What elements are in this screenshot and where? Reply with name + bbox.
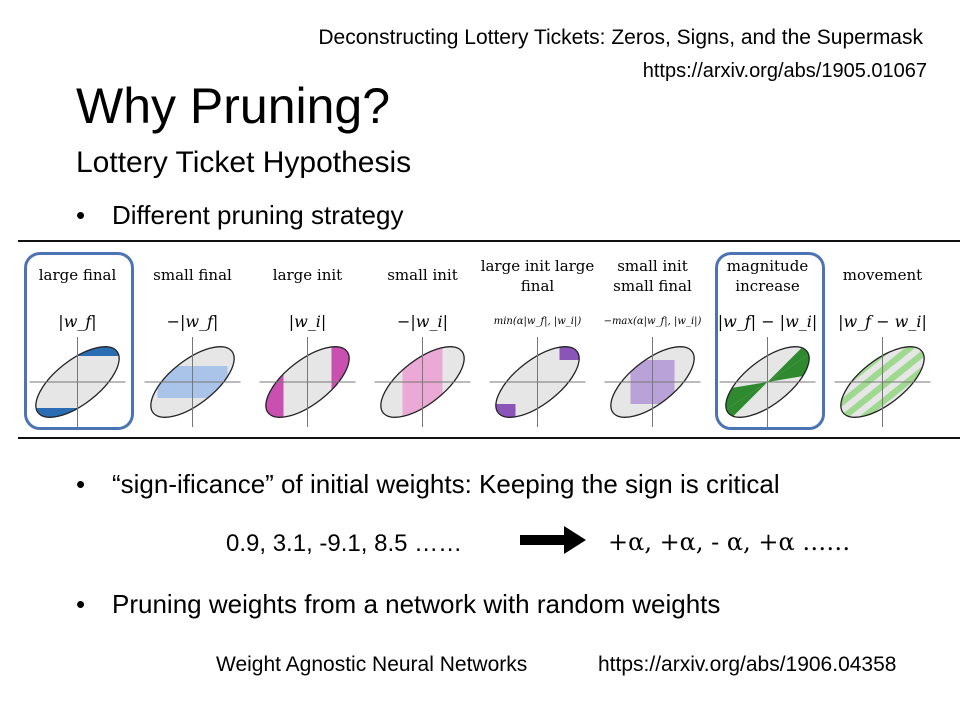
- strategy-label: large init large final: [480, 257, 595, 295]
- ellipse-outline: [600, 334, 706, 430]
- reference-url-top[interactable]: https://arxiv.org/abs/1905.01067: [642, 60, 927, 82]
- highlight-box-magnitude-increase: [715, 252, 825, 430]
- ellipse-plot: [485, 334, 591, 430]
- shaded-region: [813, 342, 923, 422]
- ellipse-plot: [600, 334, 706, 430]
- slide-title: Why Pruning?: [76, 78, 391, 134]
- figure-bottom-rule: [18, 437, 960, 439]
- strategy-formula: |w_i|: [288, 312, 327, 331]
- shaded-region: [158, 366, 228, 398]
- strategy-formula: |w_f − w_i|: [838, 312, 927, 331]
- shaded-region: [254, 337, 284, 427]
- figure-top-rule: [18, 240, 960, 242]
- shaded-region: [853, 342, 960, 422]
- ellipse-outline: [255, 334, 361, 430]
- shaded-region: [403, 342, 443, 422]
- ellipse-outline: [140, 334, 246, 430]
- strategy-formula: −|w_f|: [166, 312, 219, 331]
- slide-subtitle: Lottery Ticket Hypothesis: [76, 146, 412, 179]
- bullet-text: Different pruning strategy: [112, 200, 404, 230]
- strategy-label: movement: [842, 266, 923, 284]
- bullet-dot: •: [76, 469, 86, 499]
- ellipse-plot: [370, 334, 476, 430]
- ellipse-shape: [370, 334, 476, 430]
- shaded-region: [560, 342, 580, 360]
- bullet-dot: •: [76, 200, 86, 230]
- strategy-formula: |w_f| − |w_i|: [717, 312, 818, 331]
- strategy-label: small final: [153, 266, 232, 284]
- reference-url-bottom[interactable]: https://arxiv.org/abs/1906.04358: [598, 653, 897, 676]
- reference-title-bottom: Weight Agnostic Neural Networks: [216, 653, 528, 676]
- bullet-dot: •: [76, 589, 86, 619]
- highlight-box-large-final: [24, 252, 134, 430]
- right-arrow-icon: [520, 526, 586, 554]
- shaded-region: [631, 360, 675, 404]
- bullet-text: Pruning weights from a network with random weights: [112, 589, 721, 619]
- ellipse-shape: [140, 334, 246, 430]
- strategy-formula: |w_f|: [58, 312, 97, 331]
- strategy-formula: −|w_i|: [397, 312, 448, 331]
- shaded-region: [833, 342, 943, 422]
- ellipse-outline: [485, 334, 591, 430]
- ellipse-plot: [140, 334, 246, 430]
- strategy-label: small init small final: [613, 257, 692, 295]
- ellipse-shape: [255, 334, 361, 430]
- strategy-label: large final: [38, 266, 117, 284]
- ellipse-shape: [485, 334, 591, 430]
- weights-values: 0.9, 3.1, -9.1, 8.5 ……: [226, 530, 463, 557]
- ellipse-shape: [600, 334, 706, 430]
- sign-values: +α, +α, - α, +α ……: [608, 528, 851, 556]
- ellipse-shape: [830, 334, 936, 430]
- reference-title-top: Deconstructing Lottery Tickets: Zeros, Signs, and the Supermask: [318, 26, 923, 49]
- ellipse-outline: [830, 334, 936, 430]
- bullet-text: “sign-ificance” of initial weights: Keeping the sign is critical: [112, 469, 780, 499]
- strategy-label: magnitude increase: [726, 257, 809, 295]
- ellipse-plot: [254, 334, 362, 430]
- strategy-formula: min(α|w_f|, |w_i|): [493, 316, 582, 327]
- shaded-region: [332, 337, 362, 427]
- strategy-label: small init: [387, 266, 458, 284]
- strategy-formula: −max(α|w_f|, |w_i|): [603, 316, 702, 327]
- shaded-region: [496, 404, 516, 422]
- strategy-label: large init: [272, 266, 343, 284]
- ellipse-outline: [370, 334, 476, 430]
